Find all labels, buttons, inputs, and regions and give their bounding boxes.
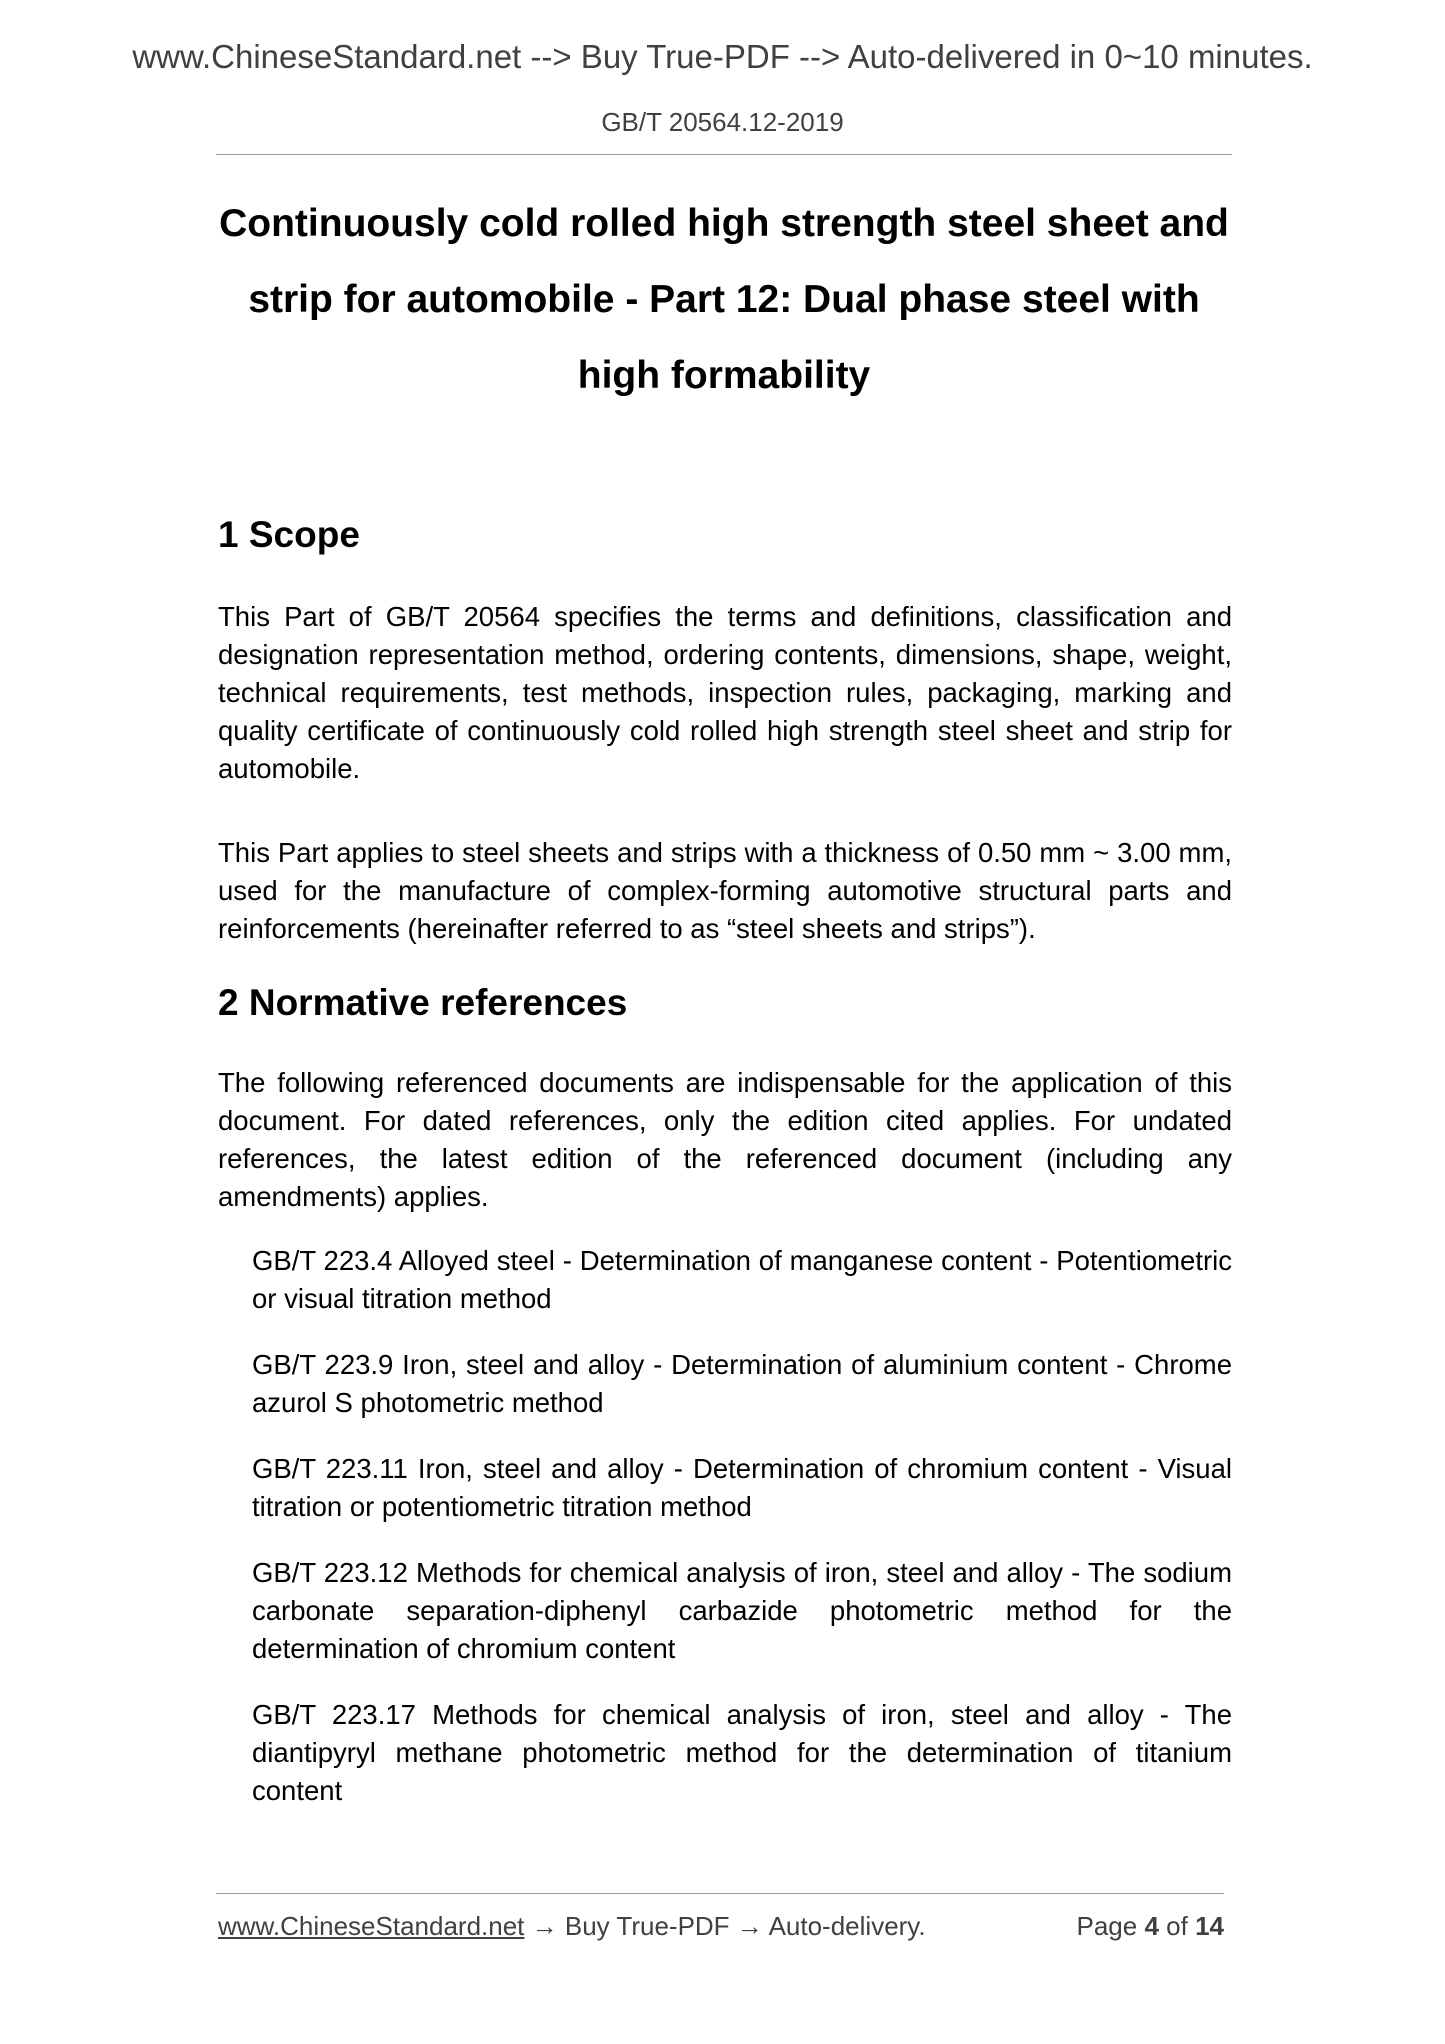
footer-site-link[interactable]: www.ChineseStandard.net [218, 1911, 525, 1941]
document-code: GB/T 20564.12-2019 [601, 107, 844, 137]
page-indicator [1076, 1911, 1224, 1942]
reference-item: GB/T 223.17 Methods for chemical analysis of iron, steel and alloy - The diantipyryl methane photometric method for the determination of titanium content [252, 1699, 1232, 1806]
reference-item: GB/T 223.12 Methods for chemical analysis of iron, steel and alloy - The sodium carbonate separation-diphenyl carbazide photometric method for the determination of chromium content [252, 1557, 1232, 1664]
footer-tagline: → Buy True-PDF → Auto-delivery. [524, 1911, 926, 1941]
document-title [216, 186, 1232, 414]
page-number: 4 [1144, 1911, 1159, 1941]
scope-paragraph-2: This Part applies to steel sheets and strips with a thickness of 0.50 mm ~ 3.00 mm, used for the manufacture of complex-forming automotive structural parts and reinforcements (hereinafter referred to as “steel sheets and strips”). [218, 837, 1232, 944]
site-banner: www.ChineseStandard.net --> Buy True-PDF --> Auto-delivered in 0~10 minutes. [132, 38, 1313, 75]
reference-item: GB/T 223.9 Iron, steel and alloy - Determination of aluminium content - Chrome azurol S photometric method [252, 1349, 1232, 1418]
page-footer [218, 1911, 1224, 1942]
footer-divider [216, 1893, 1224, 1894]
reference-item: GB/T 223.4 Alloyed steel - Determination of manganese content - Potentiometric or visual titration method [252, 1245, 1232, 1314]
section-heading-scope: 1 Scope [218, 514, 360, 555]
title-line-3: high formability [577, 354, 871, 397]
page-total: 14 [1195, 1911, 1224, 1941]
reference-item: GB/T 223.11 Iron, steel and alloy - Determination of chromium content - Visual titration or potentiometric titration method [252, 1453, 1232, 1522]
title-line-1: Continuously cold rolled high strength steel sheet and [219, 202, 1229, 245]
references-intro: The following referenced documents are indispensable for the application of this document. For dated references, only the edition cited applies. For undated references, the latest edition of the referenced document (including any amendments) applies. [218, 1067, 1232, 1212]
header-divider [216, 154, 1232, 155]
scope-paragraph-1: This Part of GB/T 20564 specifies the terms and definitions, classification and designation representation method, ordering contents, dimensions, shape, weight, technical requirements, test methods, inspection rules, packaging, marking and quality certificate of continuously cold rolled high strength steel sheet and strip for automobile. [218, 601, 1232, 784]
section-heading-normative-references: 2 Normative references [218, 982, 628, 1023]
of-label: of [1166, 1911, 1188, 1941]
title-line-2: strip for automobile - Part 12: Dual phase steel with [248, 278, 1200, 321]
footer-left [218, 1911, 926, 1942]
page-label: Page [1076, 1911, 1138, 1941]
